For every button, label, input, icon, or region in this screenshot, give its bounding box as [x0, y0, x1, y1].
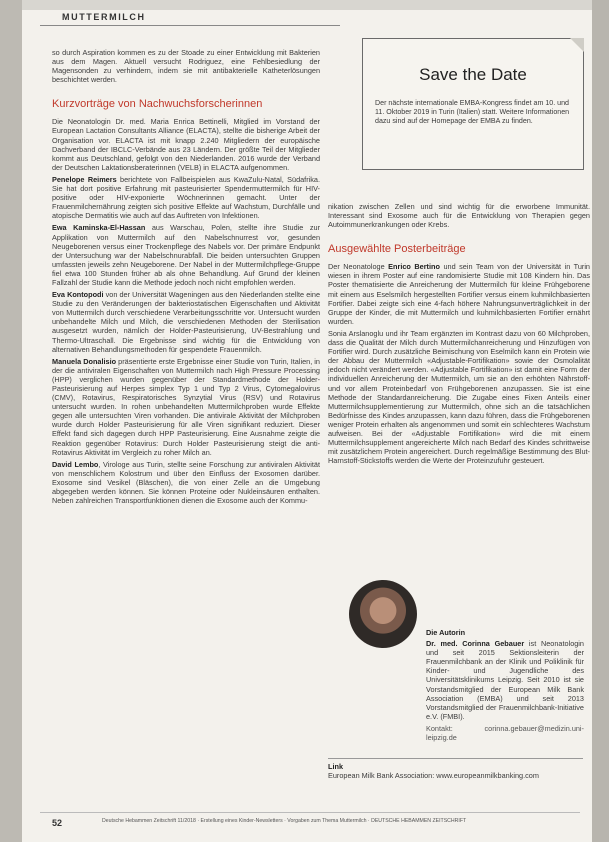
right-column [328, 202, 590, 465]
paragraph-bettinelli: Die Neonatologin Dr. med. Maria Enrica Bettinelli, Mitglied im Vorstand der European Lactation Consultants Alliance (ELACTA), stellte die bisherige Arbeit der Organisation vor. ELACTA ist mit knapp 2.240 Mitgliedern der europäische Dachverband der IBCLC-Verbände aus 23 Ländern. Der größte Teil der Mitglieder kommt aus Deutschland, gefolgt von den Niederlanden. 2016 wurde der Verband der Deutschen Laktationsberaterinnen (VELB) in ELACTA aufgenommen. [52, 117, 320, 172]
page-right-edge [592, 0, 609, 842]
header-rule [40, 25, 340, 26]
author-contact: Kontakt: corinna.gebauer@medizin.uni-leipzig.de [426, 723, 584, 743]
link-rule [328, 758, 583, 759]
paragraph-kaminska [52, 223, 320, 287]
author-heading: Die Autorin [426, 628, 466, 637]
text-kontopodi: von der Universität Wageningen aus den Niederlanden stellte eine Studie zu den Veränderungen der bakteriostatischen Eigenschaften und Aktivität von Muttermilch durch verschiedene Verarbeitungsschritte vor. Untersucht wurden unbehandelte Milch und Milch, die verschiedenen Methoden der Sterilisation ausgesetzt wurden, nämlich der Holder-Pasteurisierung, UV-Bestrahlung und Thermo-Ultraschall. Die Ergebnisse sind wichtig für die Entwicklung von alternativen Behandlungsmethoden für gespendete Frauenmilch. [52, 290, 320, 354]
author-bio-text: ist Neonatologin und seit 2015 Sektionsleiterin der Frauenmilchbank an der Klinik und Poliklinik für Kinder- und Jugendliche des Universitätsklinikums Leipzig. Seit 2010 ist sie Vorstandsmitglied der European Milk Bank Association (EMBA) und seit 2013 Vorstandsmitglied der Frauenmilchbank-Initiative e.V. (FMBI). [426, 639, 584, 721]
text-bertino: und sein Team von der Universität in Turin wiesen in ihrem Poster auf eine randomisierte Studie mit 108 Kindern hin. Das Poster thematisierte die Anreicherung der Muttermilch für kleine Frühgeborene mit einem aus Eselsmilch hergestellten Fortifier versus einem kuhmilchbasierten Fortifier. Dabei zeigte sich eine 4-fach höhere Nahrungsunverträglichkeit in der Gruppe der Kinder, die mit Muttermilch und kuhmilchbasierten Fortifier ernährt wurden. [328, 262, 590, 326]
heading-kurzvortraege: Kurzvorträge von Nachwuchsforscherinnen [52, 98, 263, 111]
save-the-date-title: Save the Date [419, 65, 527, 84]
name-lembo: David Lembo [52, 459, 99, 469]
author-box [426, 628, 584, 742]
heading-poster: Ausgewählte Posterbeiträge [328, 243, 466, 256]
link-box [328, 762, 583, 780]
section-label: MUTTERMILCH [62, 12, 146, 22]
paragraph-bertino [328, 262, 590, 326]
save-the-date-box [362, 38, 584, 170]
name-kontopodi: Eva Kontopodi [52, 290, 104, 300]
footer-rule [40, 812, 580, 813]
name-kaminska: Ewa Kaminska-El-Hassan [52, 223, 146, 233]
link-heading: Link [328, 762, 343, 771]
page-left-edge [0, 0, 22, 842]
footer-text: Deutsche Hebammen Zeitschrift 11/2018 · Erstellung eines Kinder-Newsletters · Vorgaben zum Thema Muttermilch · DEUTSCHE HEBAMMEN ZEITSCHRIFT [102, 818, 467, 824]
paragraph-arslanoglu: Sonia Arslanoglu und ihr Team ergänzten im Kontrast dazu von 60 Milchproben, dass die Qualität der Milch durch Muttermilchanreicherung und Hinzufügen von Fortifier wird. Durch zusätzliche Beimischung von Eselmilch kann ein Protein wie der Abbau der Muttermilch «Adjustable-Fortifikation» sowie der Osmolalität jedoch nicht verändert werden. «Adjustable Fortifikation» ist damit eine Form der individuellen Anreicherung der Muttermilch, um sie an den erhöhten Nährstoff- und vor allem Proteinbedarf von Frühgeborenen anzupassen. Sie ist eine Methode der Standardanreicherung. Die Zugabe eines Fixen Anteils einer Muttermilchsupplementierung zur Muttermilch, ohne sich an die tatsächlichen Bedürfnisse des Kindes anzupassen, kann dazu führen, dass die Frühgeborenen weniger Protein erhalten als angenommen und somit ein schlechteres Wachstum aufweisen. Bei der «Adjustable Fortifikation» wird die mit einem Muttermilchsupplement angereicherte Milch nach Bedarf des Kindes schrittweise mit zusätzlichem Protein angereichert. Durch regelmäßige Bestimmung des Blut-Harnstoff-Stickstoffs werden die Werte der Proteinzufuhr gesteuert. [328, 328, 590, 466]
author-photo [349, 580, 417, 648]
save-the-date-text: Der nächste internationale EMBA-Kongress findet am 10. und 11. Oktober 2019 in Turin (Italien) statt. Weitere Informationen dazu sind auf der Homepage der EMBA zu finden. [375, 99, 570, 125]
paragraph-kontopodi [52, 290, 320, 354]
name-bertino: Enrico Bertino [388, 262, 440, 272]
left-column [52, 48, 320, 505]
top-bar [22, 0, 592, 10]
paragraph-lembo [52, 460, 320, 505]
intro-paragraph: so durch Aspiration kommen es zu der Stoade zu einer Entwicklung mit Bakterien aus dem Magen. Aktuell versucht Rodriguez, eine Fehlbesiedlung der Magensonden zu verhindern, indem sie mit antibakterielle Katheterlösungen beschichtet werden. [52, 48, 320, 85]
magazine-page [22, 0, 592, 842]
text-reimers: berichtete von Fallbeispielen aus KwaZulu-Natal, Südafrika. Sie hat dort positive Erfahrung mit pasteurisierter Spendermuttermilch für HIV-positive oder HIV-exponierte Wöchnerinnen gemacht. Unter der Frauenmilchernährung zeigten sich positive Effekte auf Wachstum, Durchfälle und atopische Dermatitis wie auch auf das Auftreten von Infektionen. [52, 174, 320, 221]
text-lembo: , Virologe aus Turin, stellte seine Forschung zur antiviralen Aktivität von menschlichem Kolostrum und über den Einfluss der Exosomen darüber. Exosome sind Vesikel (Bläschen), die von einer Zelle an die Umgebung abgegeben werden können. Sie können Proteine oder Nukleinsäuren enthalten. Neben zahlreichen Transportfunktionen dienen die Exosome auch der Kommu- [52, 459, 320, 506]
text-kaminska: aus Warschau, Polen, stellte ihre Studie zur Applikation von Muttermilch auf den Nabelschnurrest vor, gesunden Neugeborenen versus einer Trockenpflege des Nabels vor. Der primäre Endpunkt der Untersuchung war der Nabelschnurabfall. Die beiden untersuchten Gruppen umfassten jeweils zehn Neugeborene. Der Nabel in der Muttermilchpflege-Gruppe fiel etwa 100 Stunden früher ab als ohne Behandlung. Auf Grund der kleinen Fallzahl der Studie kann die Methode jedoch noch nicht empfohlen werden. [52, 223, 320, 287]
paragraph-continuation: nikation zwischen Zellen und sind wichtig für die erworbene Immunität. Interessant sind Exosome auch für die Entwicklung von Therapien gegen Autoimmunerkrankungen oder Krebs. [328, 202, 590, 230]
text-donalisio: präsentierte erste Ergebnisse einer Studie von Turin, Italien, in der die antiviralen Eigenschaften von Muttermilch nach High Pressure Processing (HPP) verglichen wurden gegenüber der Standardmethode der Holder-Pasteurisierung auf Herpes simplex Typ 1 und Typ 2 Virus, Cytomegalovirus (CMV), Rotavirus, Respiratorisches Synzytial Virus (RSV) und Rotavirus untersucht wurden. In rohen unbehandelten Muttermilchproben wurde Effekte gegen alle untersuchten Viren vorhanden. Die antivirale Aktivität der Milchproben wurde durch Holder Pasteurisierung für alle Viren signifikant reduziert. Dieser Effekt fand sich dagegen durch HPP Pasteurisierung. Eine Ausnahme zeigte die Reaktion gegenüber Rotavirus: Durch Holder Pasteurisierung steigt die anti-Rotavirus Aktivität im Vergleich zu roher Milch an. [52, 356, 320, 457]
page-number: 52 [52, 818, 63, 828]
name-reimers: Penelope Reimers [52, 174, 117, 184]
paragraph-reimers [52, 175, 320, 220]
author-bio [426, 639, 584, 721]
author-name: Dr. med. Corinna Gebauer [426, 639, 525, 649]
paragraph-donalisio [52, 357, 320, 457]
link-text[interactable]: European Milk Bank Association: www.europeanmilkbanking.com [328, 771, 539, 781]
name-donalisio: Manuela Donalisio [52, 356, 117, 366]
dog-ear-corner [570, 38, 584, 52]
lead-bertino: Der Neonatologe [328, 262, 389, 272]
